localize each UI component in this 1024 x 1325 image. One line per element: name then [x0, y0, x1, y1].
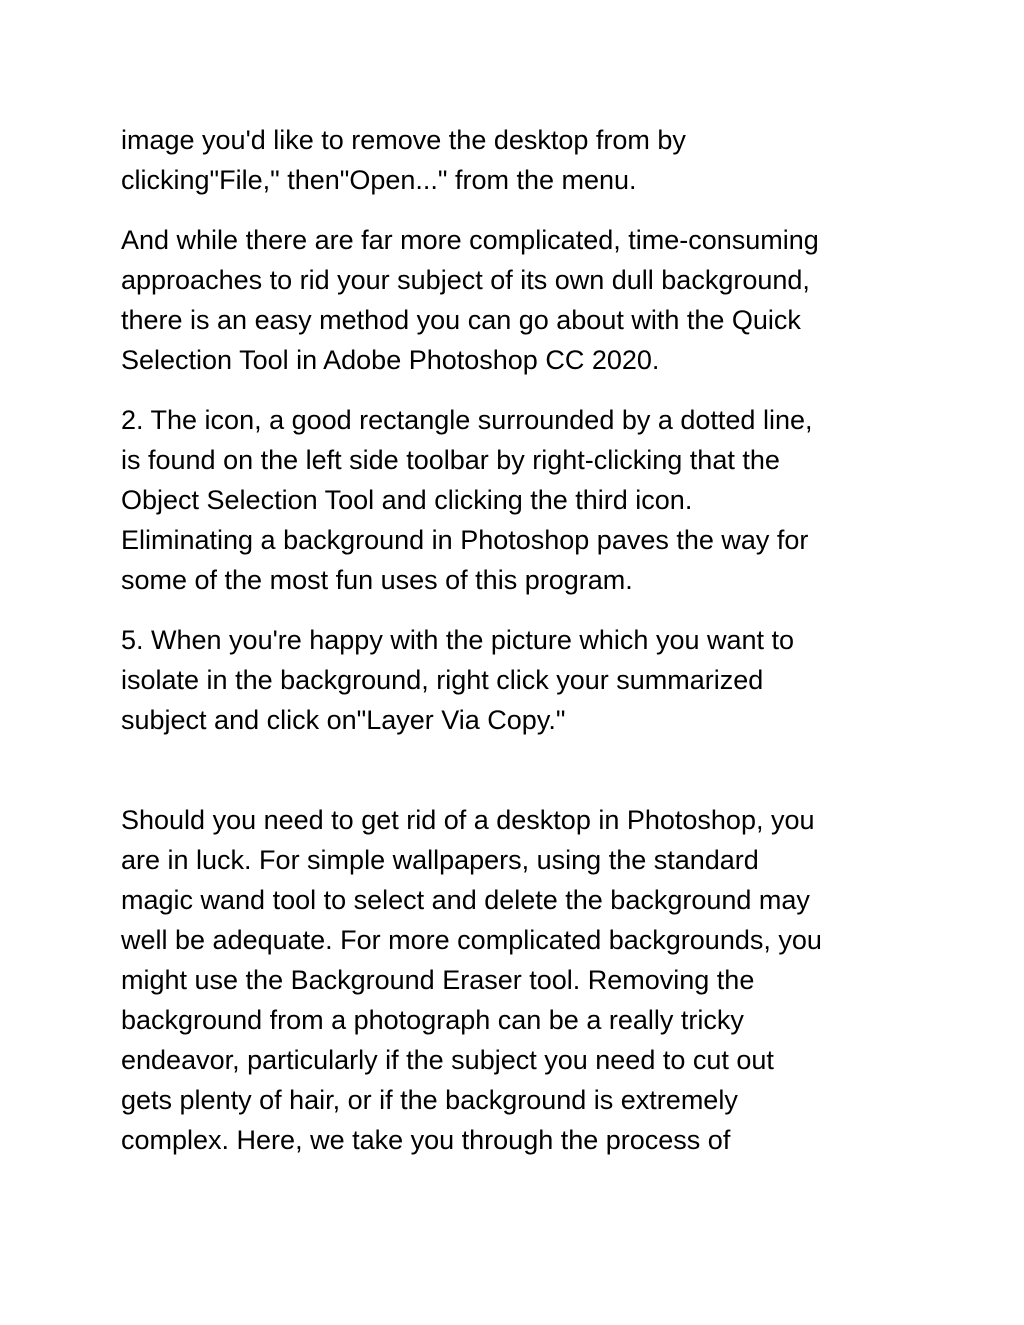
text-line: approaches to rid your subject of its own dull background, — [121, 265, 810, 295]
document-body — [121, 120, 921, 1180]
text-line: Selection Tool in Adobe Photoshop CC 2020. — [121, 345, 660, 375]
text-line: complex. Here, we take you through the process of — [121, 1125, 731, 1155]
paragraph-quick-selection — [121, 220, 921, 380]
text-line: gets plenty of hair, or if the background is extremely — [121, 1085, 738, 1115]
text-line: there is an easy method you can go about with the Quick — [121, 305, 801, 335]
text-line: background from a photograph can be a really tricky — [121, 1005, 744, 1035]
text-line: image you'd like to remove the desktop from by — [121, 125, 686, 155]
text-line: well be adequate. For more complicated backgrounds, you — [121, 925, 822, 955]
text-line: endeavor, particularly if the subject you need to cut out — [121, 1045, 774, 1075]
text-line: Eliminating a background in Photoshop paves the way for — [121, 525, 809, 555]
text-line: some of the most fun uses of this program. — [121, 565, 633, 595]
paragraph-background-removal — [121, 800, 921, 1160]
text-line: 2. The icon, a good rectangle surrounded by a dotted line, — [121, 405, 813, 435]
text-line: magic wand tool to select and delete the background may — [121, 885, 810, 915]
text-line: isolate in the background, right click your summarized — [121, 665, 764, 695]
text-line: And while there are far more complicated, time-consuming — [121, 225, 819, 255]
text-line: clicking"File," then"Open..." from the menu. — [121, 165, 637, 195]
paragraph-step-2 — [121, 400, 921, 600]
text-line: Should you need to get rid of a desktop in Photoshop, you — [121, 805, 815, 835]
text-line: Object Selection Tool and clicking the third icon. — [121, 485, 693, 515]
text-line: 5. When you're happy with the picture which you want to — [121, 625, 795, 655]
text-line: are in luck. For simple wallpapers, using the standard — [121, 845, 759, 875]
text-line: might use the Background Eraser tool. Removing the — [121, 965, 755, 995]
text-line: is found on the left side toolbar by right-clicking that the — [121, 445, 780, 475]
paragraph-step-5 — [121, 620, 921, 740]
paragraph-open-file — [121, 120, 921, 200]
text-line: subject and click on"Layer Via Copy." — [121, 705, 566, 735]
